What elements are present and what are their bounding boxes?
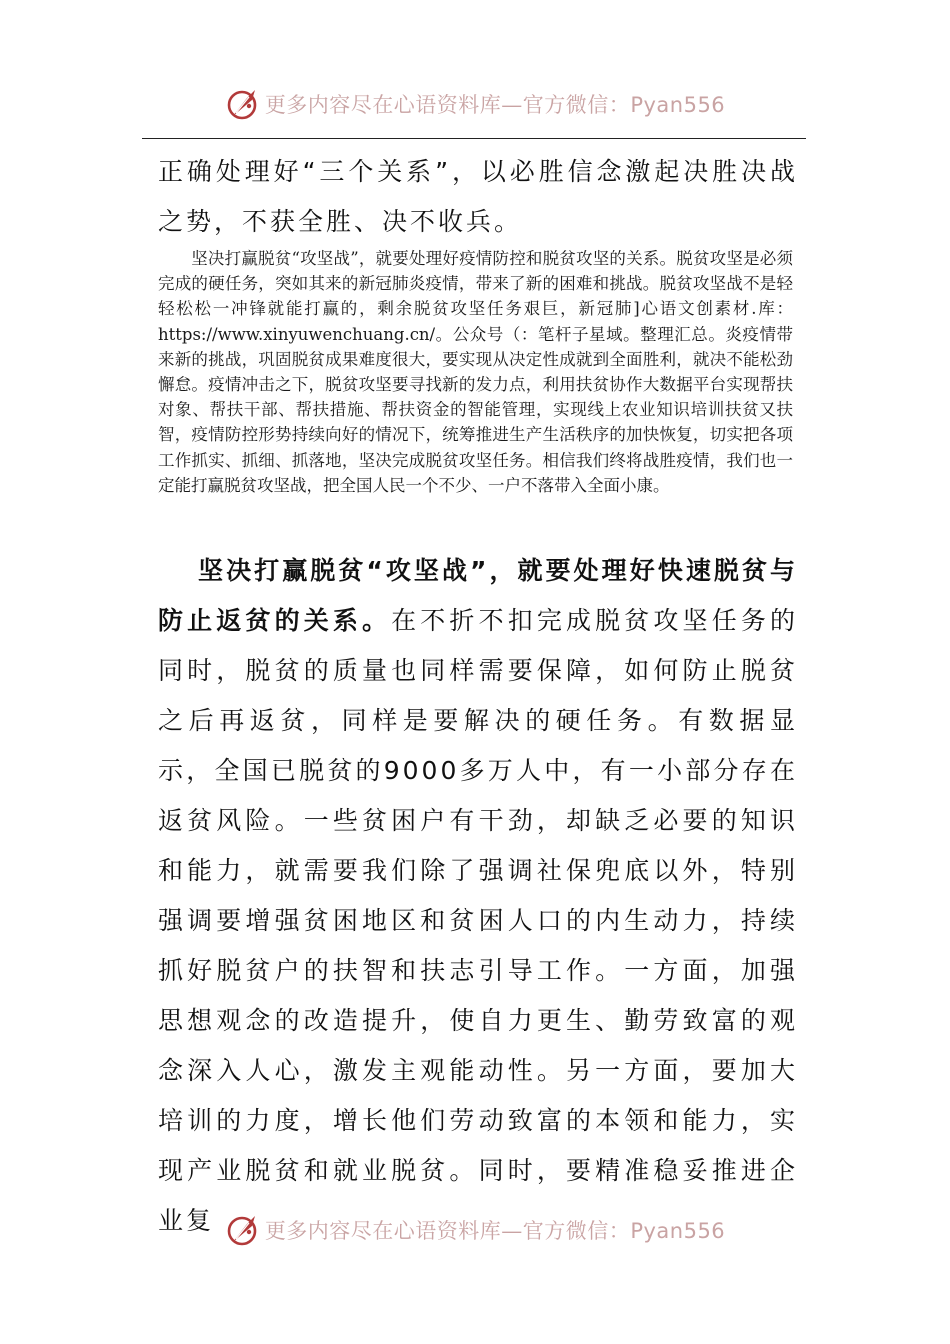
footer-banner bbox=[0, 1210, 950, 1250]
paragraph-2-text: 坚决打赢脱贫“攻坚战”，就要处理好疫情防控和脱贫攻坚的关系。脱贫攻坚是必须完成的硬任务，突如其来的新冠肺炎疫情，带来了新的困难和挑战。脱贫攻坚战不是轻轻松松一冲锋就能打赢的，剩余脱贫攻坚任务艰巨，新冠肺]心语文创素材.库：https://www.xinyuwenchuang.cn/。公众号（：笔杆子星域。整理汇总。炎疫情带来新的挑战，巩固脱贫成果难度很大，要实现从决定性成就到全面胜利，就决不能松劲懈怠。疫情冲击之下，脱贫攻坚要寻找新的发力点，利用扶贫协作大数据平台实现帮扶对象、帮扶干部、帮扶措施、帮扶资金的智能管理，实现线上农业知识培训扶贫又扶智，疫情防控形势持续向好的情况下，统筹推进生产生活秩序的加快恢复，切实把各项工作抓实、抓细、抓落地，坚决完成脱贫攻坚任务。相信我们终将战胜疫情，我们也一定能打赢脱贫攻坚战，把全国人民一个不少、一户不落带入全面小康。 bbox=[158, 249, 793, 495]
header-banner-text: 更多内容尽在心语资料库—官方微信：Pyan556 bbox=[264, 93, 726, 117]
paragraph-1: 正确处理好“三个关系”，以必胜信念激起决胜决战之势，不获全胜、决不收兵。 bbox=[158, 157, 798, 236]
footer-banner-text: 更多内容尽在心语资料库—官方微信：Pyan556 bbox=[264, 1219, 726, 1243]
paragraph-3-text: 在不折不扣完成脱贫攻坚任务的同时，脱贫的质量也同样需要保障，如何防止脱贫之后再返贫，同样是要解决的硬任务。有数据显示，全国已脱贫的9000多万人中，有一小部分存在返贫风险。一些贫困户有干劲，却缺乏必要的知识和能力，就需要我们除了强调社保兜底以外，特别强调要增强贫困地区和贫困人口的内生动力，持续抓好脱贫户的扶智和扶志引导工作。一方面，加强思想观念的改造提升，使自力更生、勤劳致富的观念深入人心，激发主观能动性。另一方面，要加大培训的力度，增长他们劳动致富的本领和能力，实现产业脱贫和就业脱贫。同时，要精准稳妥推进企业复 bbox=[158, 606, 798, 1235]
header-divider bbox=[142, 138, 806, 139]
paragraph-3 bbox=[158, 546, 798, 1246]
header-wechat-id: Pyan556 bbox=[630, 93, 726, 117]
paragraph-2 bbox=[158, 246, 793, 498]
paragraph-3-lead: 坚决打赢脱贫“攻坚战”，就要处理好快速脱贫与防止返贫的关系。 bbox=[158, 556, 798, 635]
quill-logo-icon bbox=[225, 1212, 261, 1248]
footer-wechat-id: Pyan556 bbox=[630, 1219, 726, 1243]
header-banner bbox=[0, 84, 950, 124]
quill-logo-icon bbox=[225, 86, 261, 122]
